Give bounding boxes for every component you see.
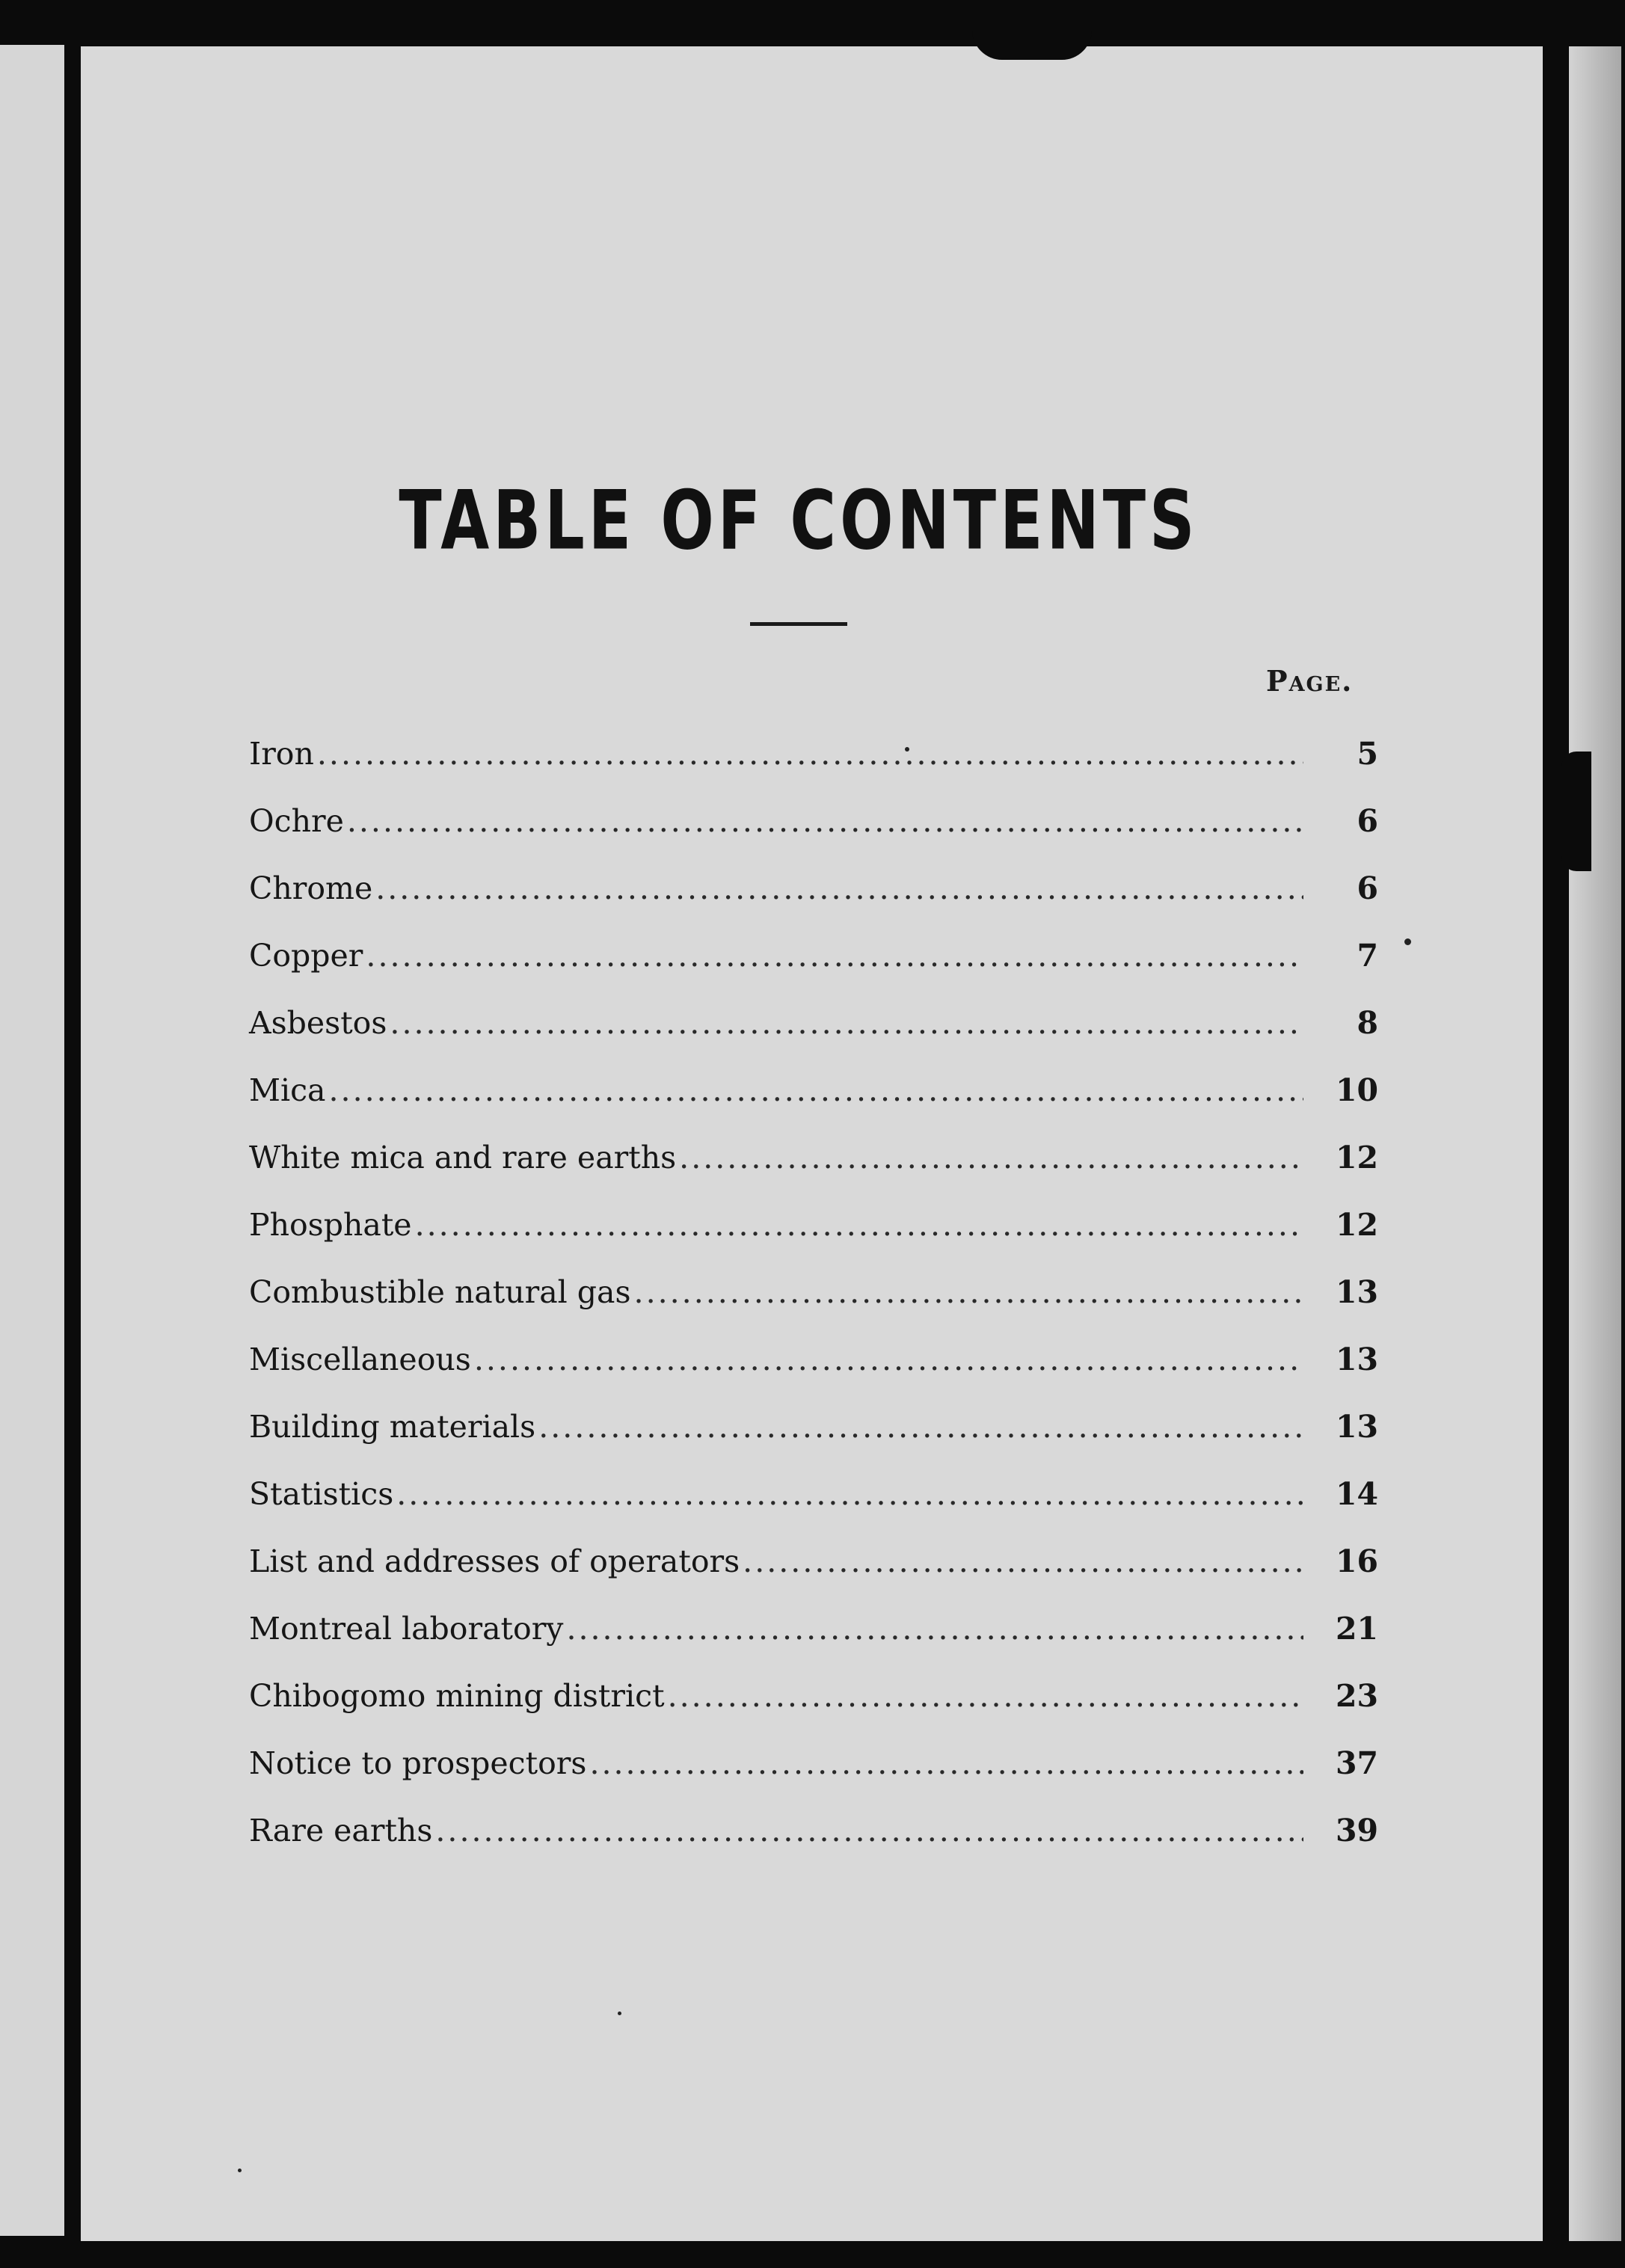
toc-entry-page: 13 bbox=[1335, 1409, 1378, 1445]
toc-entry-page: 8 bbox=[1357, 1005, 1378, 1041]
toc-entry bbox=[249, 1409, 1378, 1476]
toc-entry bbox=[249, 1072, 1378, 1140]
scan-speck bbox=[238, 2169, 242, 2172]
toc-entry-label: List and addresses of operators bbox=[249, 1543, 740, 1579]
toc-entry-label: Rare earths bbox=[249, 1813, 433, 1848]
toc-entry bbox=[249, 1745, 1378, 1813]
toc-entry-page: 21 bbox=[1335, 1611, 1378, 1647]
toc-entry bbox=[249, 1678, 1378, 1745]
toc-entry-page: 6 bbox=[1357, 803, 1378, 839]
scan-notch bbox=[972, 30, 1092, 60]
dot-leader bbox=[329, 1072, 1304, 1108]
toc-entry-label: Building materials bbox=[249, 1409, 536, 1445]
toc-entry bbox=[249, 1274, 1378, 1342]
toc-entry bbox=[249, 1476, 1378, 1543]
toc-entry-page: 23 bbox=[1335, 1678, 1378, 1714]
toc-entry bbox=[249, 1813, 1378, 1880]
title-divider bbox=[750, 622, 847, 626]
toc-entry bbox=[249, 1140, 1378, 1207]
scan-speck bbox=[618, 2012, 621, 2015]
toc-list bbox=[249, 736, 1378, 1880]
toc-entry-page: 16 bbox=[1335, 1543, 1378, 1579]
toc-entry bbox=[249, 938, 1378, 1005]
toc-entry-label: Chibogomo mining district bbox=[249, 1678, 665, 1714]
toc-entry-label: Iron bbox=[249, 736, 314, 772]
dot-leader bbox=[435, 1813, 1303, 1848]
toc-entry bbox=[249, 1005, 1378, 1072]
page-title: TABLE OF CONTENTS bbox=[399, 473, 1199, 568]
dot-leader bbox=[366, 938, 1303, 974]
toc-entry-page: 14 bbox=[1335, 1476, 1378, 1512]
page-edge-shadow bbox=[1569, 46, 1621, 2241]
toc-entry-label: Ochre bbox=[249, 803, 344, 839]
toc-entry-label: Notice to prospectors bbox=[249, 1745, 587, 1781]
dot-leader bbox=[390, 1005, 1303, 1041]
toc-entry-label: Mica bbox=[249, 1072, 326, 1108]
document-page bbox=[81, 46, 1543, 2241]
toc-entry bbox=[249, 736, 1378, 803]
toc-entry-label: White mica and rare earths bbox=[249, 1140, 677, 1176]
toc-entry-page: 6 bbox=[1357, 870, 1378, 906]
dot-leader bbox=[396, 1476, 1303, 1512]
toc-entry bbox=[249, 1611, 1378, 1678]
toc-entry-label: Phosphate bbox=[249, 1207, 412, 1243]
toc-entry-page: 5 bbox=[1357, 736, 1378, 772]
dot-leader bbox=[347, 803, 1303, 839]
toc-entry-label: Copper bbox=[249, 938, 363, 974]
toc-entry-page: 13 bbox=[1335, 1342, 1378, 1377]
scan-tab-mark bbox=[1561, 752, 1591, 871]
dot-leader bbox=[589, 1745, 1303, 1781]
scan-speck bbox=[1404, 938, 1411, 945]
toc-entry bbox=[249, 1342, 1378, 1409]
toc-entry-page: 13 bbox=[1335, 1274, 1378, 1310]
toc-entry bbox=[249, 1207, 1378, 1274]
dot-leader bbox=[679, 1140, 1303, 1176]
toc-entry-page: 10 bbox=[1335, 1072, 1378, 1108]
toc-entry bbox=[249, 870, 1378, 938]
dot-leader bbox=[743, 1543, 1303, 1579]
toc-entry-page: 7 bbox=[1357, 938, 1378, 974]
dot-leader bbox=[566, 1611, 1303, 1647]
toc-entry bbox=[249, 803, 1378, 870]
toc-entry bbox=[249, 1543, 1378, 1611]
toc-entry-page: 12 bbox=[1335, 1207, 1378, 1243]
toc-entry-page: 39 bbox=[1335, 1813, 1378, 1848]
toc-entry-label: Montreal laboratory bbox=[249, 1611, 564, 1647]
facing-page-edge bbox=[0, 45, 64, 2236]
toc-entry-page: 12 bbox=[1335, 1140, 1378, 1176]
dot-leader bbox=[634, 1274, 1303, 1310]
toc-entry-label: Combustible natural gas bbox=[249, 1274, 631, 1310]
toc-entry-label: Miscellaneous bbox=[249, 1342, 471, 1377]
dot-leader bbox=[317, 736, 1303, 772]
dot-leader bbox=[375, 870, 1303, 906]
dot-leader bbox=[474, 1342, 1303, 1377]
toc-entry-page: 37 bbox=[1335, 1745, 1378, 1781]
toc-entry-label: Statistics bbox=[249, 1476, 394, 1512]
scan-speck bbox=[905, 747, 909, 752]
page-column-label: Page. bbox=[1266, 664, 1354, 698]
dot-leader bbox=[415, 1207, 1303, 1243]
toc-entry-label: Asbestos bbox=[249, 1005, 387, 1041]
toc-entry-label: Chrome bbox=[249, 870, 373, 906]
dot-leader bbox=[538, 1409, 1303, 1445]
dot-leader bbox=[668, 1678, 1303, 1714]
